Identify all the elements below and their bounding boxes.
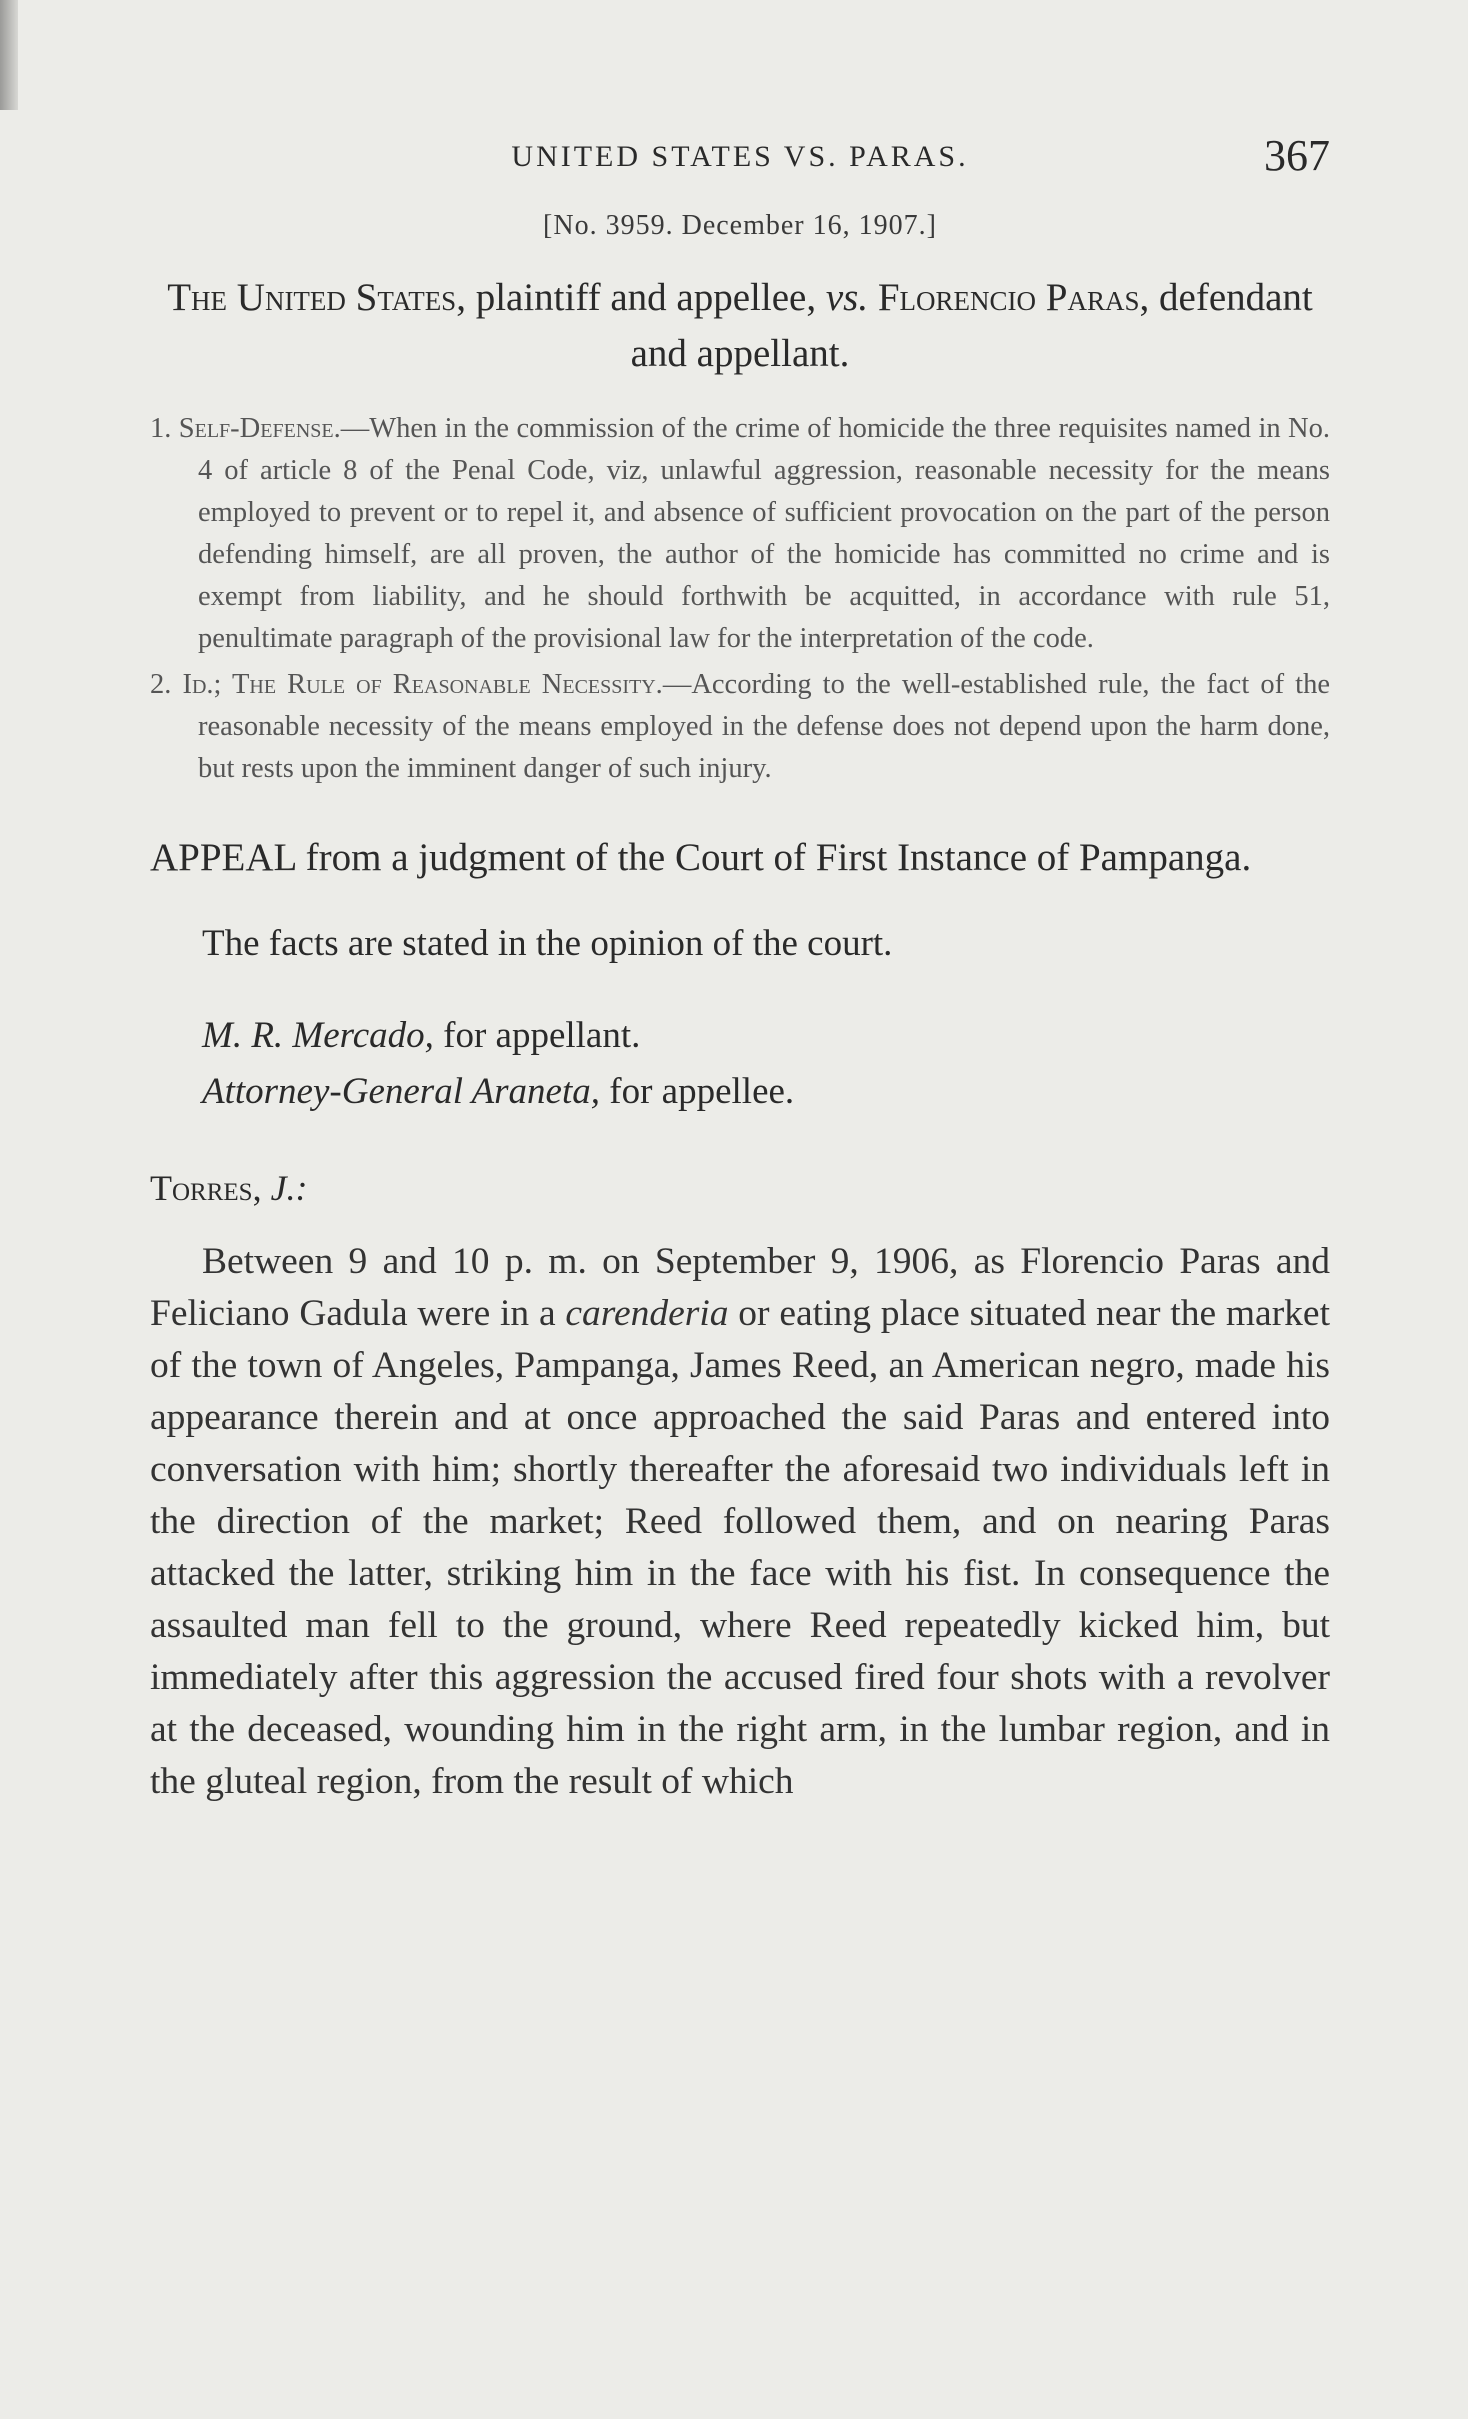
scan-edge-shadow (0, 0, 18, 110)
syllabus-heading: 1. Self-Defense. (150, 413, 341, 444)
page-number: 367 (1264, 131, 1330, 180)
defendant-name: Florencio Paras, (868, 276, 1150, 319)
syllabus-item (150, 664, 1330, 790)
plaintiff-role: plaintiff and appellee, (465, 276, 826, 319)
docket-line: [No. 3959. December 16, 1907.] (543, 210, 937, 241)
judge-title: J.: (261, 1168, 308, 1208)
document-page (150, 120, 1330, 1808)
opinion-text (150, 1236, 1330, 1808)
opinion-part-2: or eating place situated near the market of the town of Angeles, Pampanga, James Reed, an American negro, made his appearance therein and at once approached the said Paras and entered into conversation with him; shortly thereafter the aforesaid two individuals left in the direction of the market; Reed followed them, and on nearing Paras attacked the latter, striking him in the face with his fist. In consequence the assaulted man fell to the ground, where Reed repeatedly kicked him, but immediately after this aggression the accused fired four shots with a revolver at the deceased, wounding him in the right arm, in the lumbar region, and in the gluteal region, from the result of which (150, 1293, 1330, 1802)
appellee-counsel-role: for appellee. (600, 1071, 795, 1112)
appeal-statement: APPEAL from a judgment of the Court of First Instance of Pampanga. (150, 836, 1252, 879)
appellant-counsel-role: for appellant. (433, 1015, 641, 1056)
case-title (150, 270, 1330, 382)
counsel-block (150, 1008, 1330, 1120)
defendant-role: defendant and appellant. (630, 276, 1313, 375)
counsel-appellee (202, 1064, 1330, 1120)
running-title: UNITED STATES VS. PARAS. (511, 140, 969, 173)
appellee-counsel-name: Attorney-General Araneta, (202, 1071, 601, 1112)
plaintiff-name: The United States, (167, 276, 466, 319)
appellant-counsel-name: M. R. Mercado, (202, 1015, 434, 1056)
versus: vs. (825, 276, 869, 319)
counsel-appellant (202, 1008, 1330, 1064)
syllabus-item (150, 408, 1330, 660)
syllabus-text: —When in the commission of the crime of homicide the three requisites named in No. 4 of article 8 of the Penal Code, viz, unlawful aggression, reasonable necessity for the means employed to prevent or to repel it, and absence of sufficient provocation on the part of the person defending himself, are all proven, the author of the homicide has committed no crime and is exempt from liability, and he should forthwith be acquitted, in accordance with rule 51, penultimate paragraph of the provisional law for the interpretation of the code. (198, 413, 1330, 654)
opinion-italic-term: carenderia (565, 1293, 729, 1334)
syllabus-heading: 2. Id.; The Rule of Reasonable Necessity. (150, 669, 663, 700)
syllabus (150, 408, 1330, 790)
syllabus-text: —According to the well-established rule, the fact of the reasonable necessity of the means employed in the defense does not depend upon the harm done, but rests upon the imminent danger of such injury. (198, 669, 1330, 784)
facts-statement: The facts are stated in the opinion of the court. (202, 923, 893, 964)
judge-line (150, 1162, 1330, 1214)
judge-name: Torres, (150, 1168, 262, 1208)
running-head (150, 120, 1330, 190)
opinion-part-1: Between 9 and 10 p. m. on September 9, 1906, as Florencio Paras and Feliciano Gadula were in a (150, 1241, 1330, 1334)
